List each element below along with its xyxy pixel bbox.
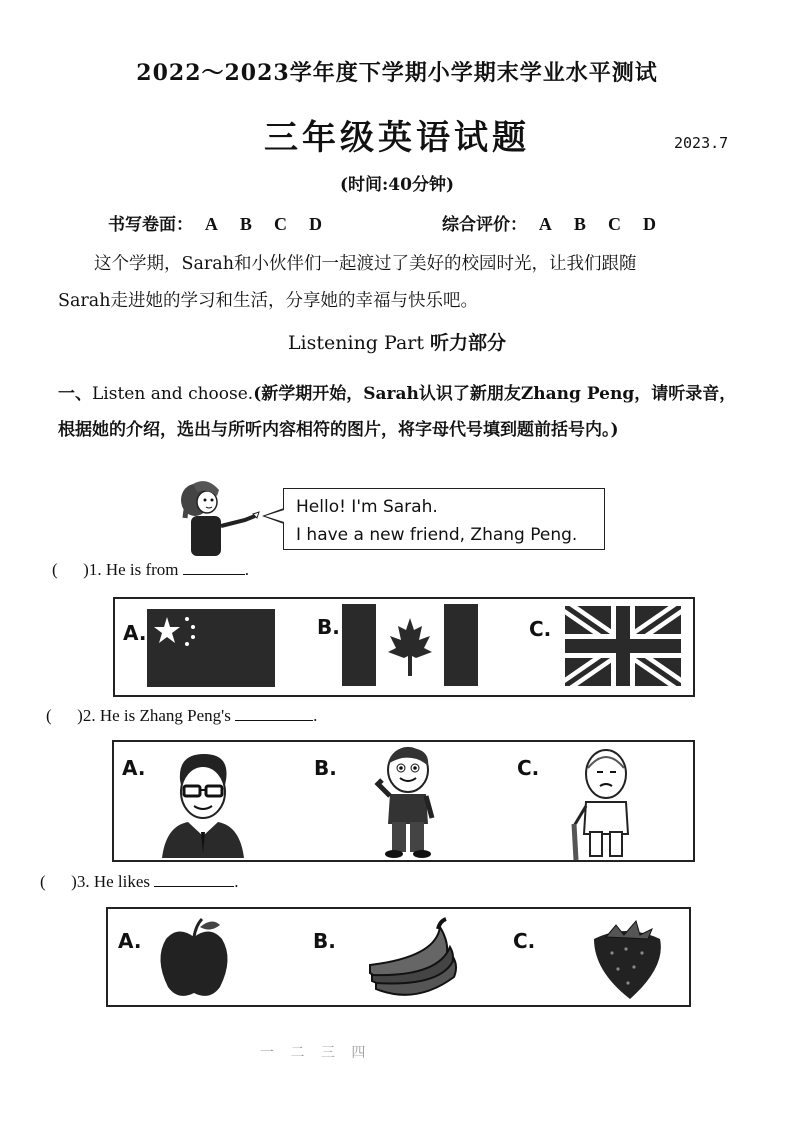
question-text: 2. He is Zhang Peng's [82, 706, 231, 725]
answer-blank[interactable] [235, 704, 313, 721]
question-end: . [244, 560, 250, 579]
question-2 [46, 704, 317, 726]
canada-flag-icon[interactable] [342, 604, 478, 686]
grade-c: C [607, 214, 621, 234]
option-a-label[interactable]: A. [118, 929, 142, 953]
writing-evaluation [108, 210, 344, 235]
overall-eval-label: 综合评价： [442, 215, 527, 235]
uk-flag-icon[interactable] [565, 606, 681, 686]
instruction-en: Listen and choose. [92, 384, 254, 404]
teacher-man-icon[interactable] [158, 750, 248, 858]
intro-paragraph [58, 246, 738, 320]
speech-bubble-tail-inner [265, 510, 284, 522]
speech-line-2: I have a new friend, Zhang Peng. [296, 525, 578, 545]
option-b-label[interactable]: B. [317, 615, 340, 639]
grade-d: D [308, 214, 322, 234]
q2-options-box [112, 740, 695, 862]
question-3 [40, 870, 239, 892]
instruction-cn: (新学期开始，Sarah认识了新朋友Zhang Peng，请听录音，根据她的介绍，选出与所听内容相符的图片，将字母代号填到题前括号内。) [58, 384, 737, 440]
part1-instructions [58, 376, 738, 448]
writing-eval-label: 书写卷面： [108, 215, 193, 235]
question-1 [52, 558, 249, 580]
answer-paren[interactable]: ( ) [46, 706, 83, 725]
section-heading-en: Listening Part [287, 332, 424, 354]
exam-title: 2022～2023学年度下学期小学期末学业水平测试 [136, 60, 658, 86]
apple-icon[interactable] [154, 915, 234, 1001]
option-b-label[interactable]: B. [313, 929, 336, 953]
grade-a: A [538, 214, 552, 234]
option-c-label[interactable]: C. [517, 756, 540, 780]
option-b-label[interactable]: B. [314, 756, 337, 780]
exam-duration: (时间:40分钟) [339, 175, 455, 195]
answer-blank[interactable] [154, 870, 234, 887]
option-a-label[interactable]: A. [122, 756, 146, 780]
question-end: . [313, 706, 318, 725]
answer-blank[interactable] [183, 558, 245, 575]
intro-line-1: 这个学期，Sarah和小伙伴们一起渡过了美好的校园时光，让我们跟随 [94, 254, 637, 274]
grandpa-icon[interactable] [564, 746, 640, 862]
banana-icon[interactable] [364, 917, 460, 997]
section-heading-cn: 听力部分 [430, 332, 507, 354]
grade-b: B [239, 214, 252, 234]
option-a-label[interactable]: A. [123, 621, 147, 645]
speech-line-1: Hello! I'm Sarah. [296, 497, 438, 517]
answer-paren[interactable]: ( ) [52, 560, 89, 579]
china-flag-icon[interactable] [147, 609, 275, 687]
grade-b: B [573, 214, 586, 234]
speech-bubble [283, 488, 605, 550]
grade-a: A [204, 214, 218, 234]
strawberry-icon[interactable] [586, 915, 668, 1001]
grade-d: D [642, 214, 656, 234]
overall-evaluation [442, 210, 678, 235]
answer-paren[interactable]: ( ) [40, 872, 77, 891]
exam-subject-title: 三年级英语试题 [264, 118, 530, 158]
question-text: 3. He likes [76, 872, 151, 891]
q3-options-box [106, 907, 691, 1007]
question-text: 1. He is from [88, 560, 179, 579]
grade-c: C [273, 214, 287, 234]
q1-options-box [113, 597, 695, 697]
footer-text: 一 二 三 四 [260, 1045, 372, 1061]
option-c-label[interactable]: C. [529, 617, 552, 641]
section-heading [0, 328, 794, 355]
part-number: 一、 [58, 384, 92, 404]
exam-date: 2023.7 [674, 134, 729, 152]
intro-line-2: Sarah走进她的学习和生活，分享她的幸福与快乐吧。 [58, 291, 478, 311]
sarah-girl-icon [165, 478, 265, 558]
question-end: . [234, 872, 239, 891]
boy-icon[interactable] [372, 744, 442, 860]
option-c-label[interactable]: C. [513, 929, 536, 953]
